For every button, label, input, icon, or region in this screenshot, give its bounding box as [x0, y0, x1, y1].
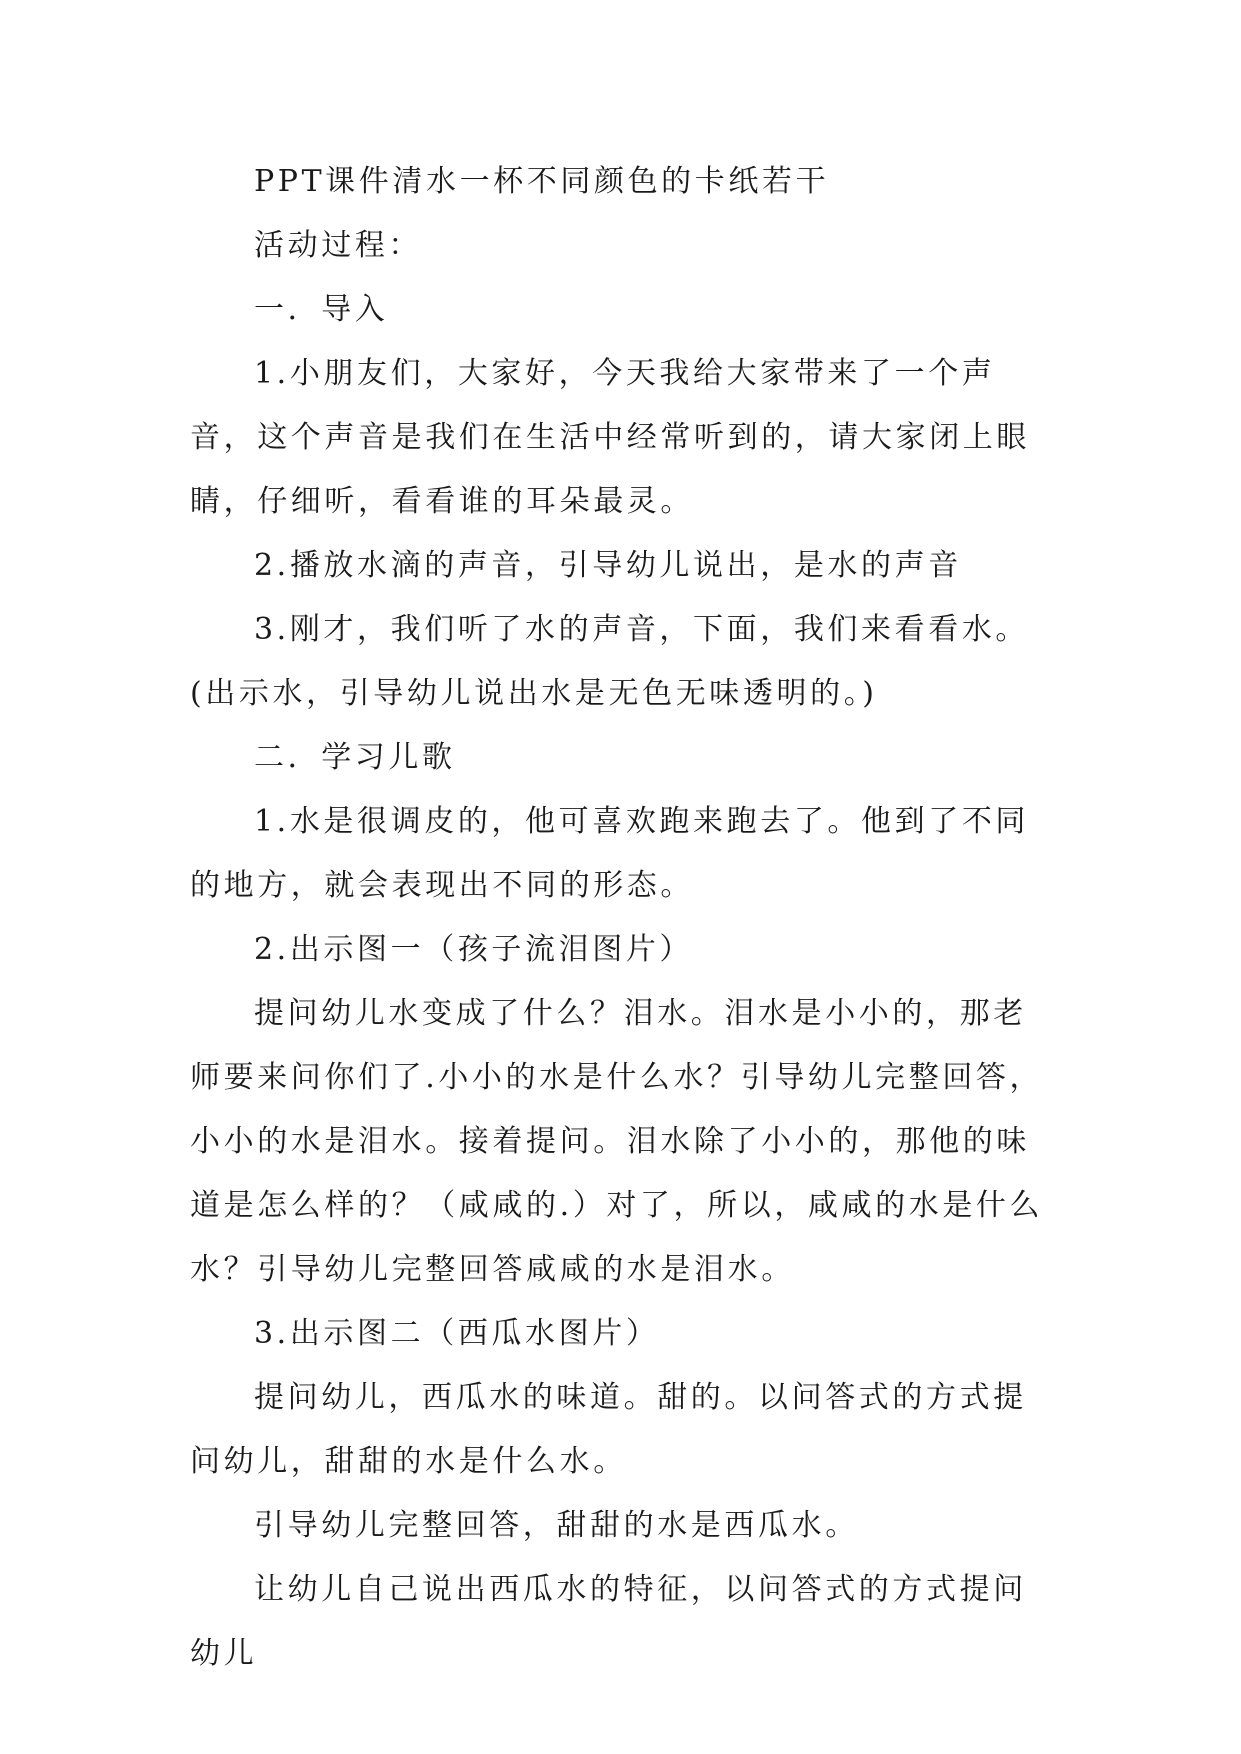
paragraph-intro-1: 1.小朋友们，大家好，今天我给大家带来了一个声音，这个声音是我们在生活中经常听到的，请大家闭上眼睛，仔细听，看看谁的耳朵最灵。	[190, 356, 1030, 519]
paragraph-song-3: 3.出示图二（西瓜水图片）	[254, 1316, 660, 1351]
section-heading-song: 二．学习儿歌	[254, 740, 456, 775]
section-heading-intro: 一．导入	[254, 292, 389, 327]
paragraph-process-heading: 活动过程：	[254, 228, 422, 263]
paragraph-intro-3: 3.刚才，我们听了水的声音，下面，我们来看看水。(出示水，引导幼儿说出水是无色无味透明的。)	[190, 612, 1030, 711]
paragraph-song-2: 2.出示图一（孩子流泪图片）	[254, 932, 694, 967]
paragraph-materials: PPT课件清水一杯不同颜色的卡纸若干	[254, 164, 830, 199]
paragraph-watermelon-features: 让幼儿自己说出西瓜水的特征，以问答式的方式提问幼儿	[190, 1572, 1027, 1671]
paragraph-intro-2: 2.播放水滴的声音，引导幼儿说出，是水的声音	[254, 548, 962, 583]
paragraph-watermelon-answer: 引导幼儿完整回答，甜甜的水是西瓜水。	[254, 1508, 859, 1543]
paragraph-song-1: 1.水是很调皮的，他可喜欢跑来跑去了。他到了不同的地方，就会表现出不同的形态。	[190, 804, 1030, 903]
paragraph-tears-questions: 提问幼儿水变成了什么？泪水。泪水是小小的，那老师要来问你们了.小小的水是什么水？引导幼儿完整回答，小小的水是泪水。接着提问。泪水除了小小的，那他的味道是怎么样的？（咸咸的.）对了，所以，咸咸的水是什么水？引导幼儿完整回答咸咸的水是泪水。	[190, 996, 1044, 1287]
paragraph-watermelon-questions: 提问幼儿，西瓜水的味道。甜的。以问答式的方式提问幼儿，甜甜的水是什么水。	[190, 1380, 1027, 1479]
